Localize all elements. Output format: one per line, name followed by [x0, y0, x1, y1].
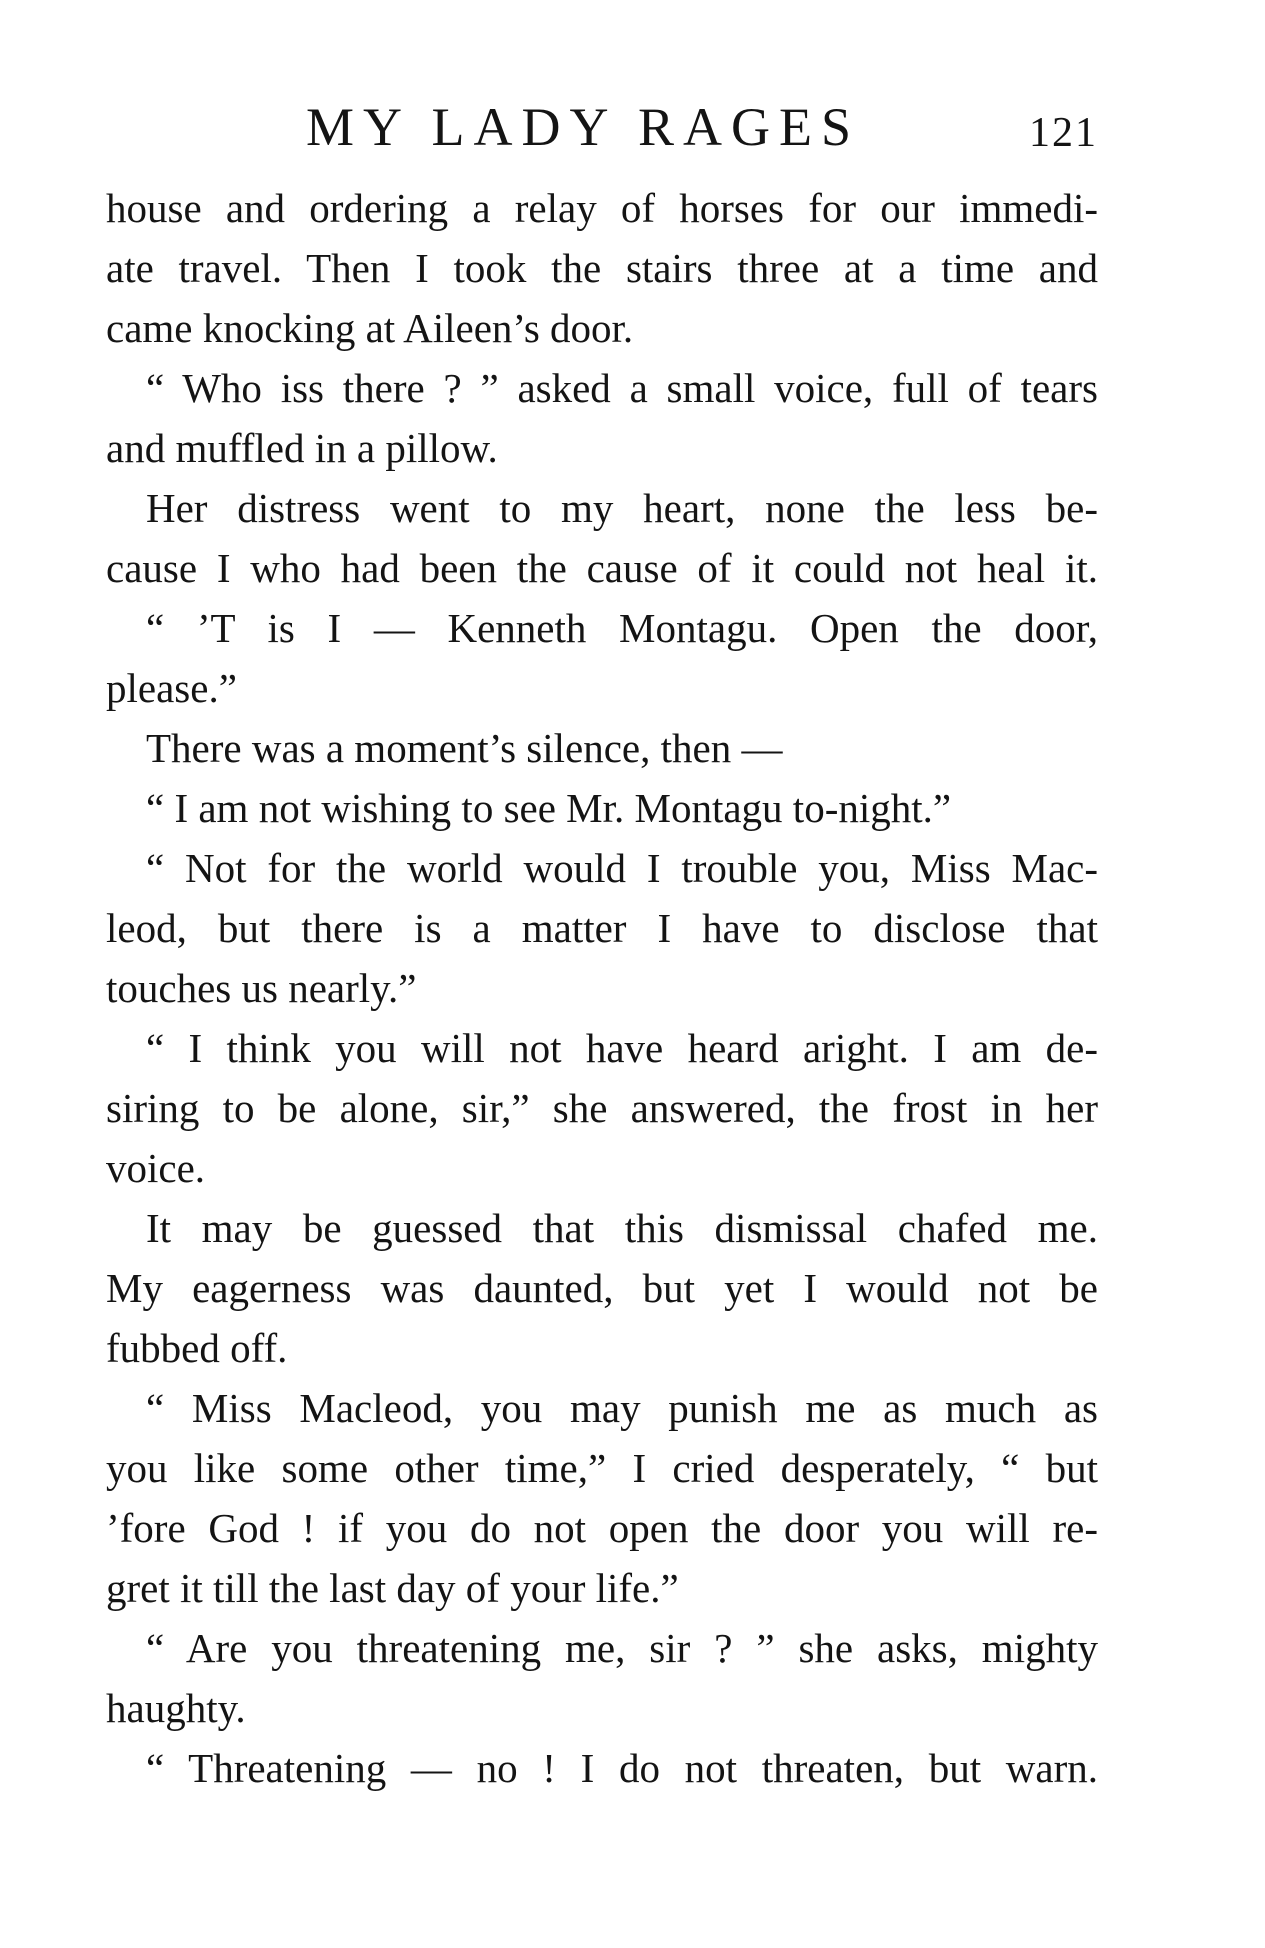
- text-line: “ Who iss there ? ” asked a small voice, full of tears: [146, 365, 1098, 411]
- text-line: haughty.: [106, 1685, 246, 1731]
- text-line: There was a moment’s silence, then —: [146, 725, 783, 771]
- text-line: Her distress went to my heart, none the less be-: [146, 485, 1098, 531]
- text-line: ’fore God ! if you do not open the door you will re-: [106, 1505, 1098, 1551]
- text-line: “ Miss Macleod, you may punish me as much as: [146, 1385, 1098, 1431]
- text-line: It may be guessed that this dismissal chafed me.: [146, 1205, 1098, 1251]
- text-line: house and ordering a relay of horses for our immedi-: [106, 185, 1098, 231]
- text-line: “ Not for the world would I trouble you, Miss Mac-: [146, 845, 1098, 891]
- text-line: My eagerness was daunted, but yet I would not be: [106, 1265, 1098, 1311]
- running-title: MY LADY RAGES: [306, 97, 861, 157]
- text-body: [106, 178, 1098, 1798]
- page-number: 121: [1029, 110, 1098, 156]
- text-line: gret it till the last day of your life.”: [106, 1565, 679, 1611]
- text-line: “ ’T is I — Kenneth Montagu. Open the door,: [146, 605, 1098, 651]
- text-line: came knocking at Aileen’s door.: [106, 305, 634, 351]
- text-line: please.”: [106, 665, 237, 711]
- text-line: “ I am not wishing to see Mr. Montagu to-night.”: [146, 785, 952, 831]
- text-line: fubbed off.: [106, 1325, 288, 1371]
- text-line: voice.: [106, 1145, 206, 1191]
- text-line: touches us nearly.”: [106, 965, 417, 1011]
- text-line: cause I who had been the cause of it could not heal it.: [106, 545, 1098, 591]
- text-line: you like some other time,” I cried desperately, “ but: [106, 1445, 1098, 1491]
- text-line: ate travel. Then I took the stairs three at a time and: [106, 245, 1098, 291]
- text-line: “ I think you will not have heard aright. I am de-: [146, 1025, 1098, 1071]
- text-line: siring to be alone, sir,” she answered, the frost in her: [106, 1085, 1098, 1131]
- running-head: [106, 92, 1098, 162]
- text-line: “ Are you threatening me, sir ? ” she asks, mighty: [146, 1625, 1098, 1671]
- text-line: and muffled in a pillow.: [106, 425, 498, 471]
- text-line: “ Threatening — no ! I do not threaten, but warn.: [146, 1745, 1098, 1791]
- text-line: leod, but there is a matter I have to disclose that: [106, 905, 1098, 951]
